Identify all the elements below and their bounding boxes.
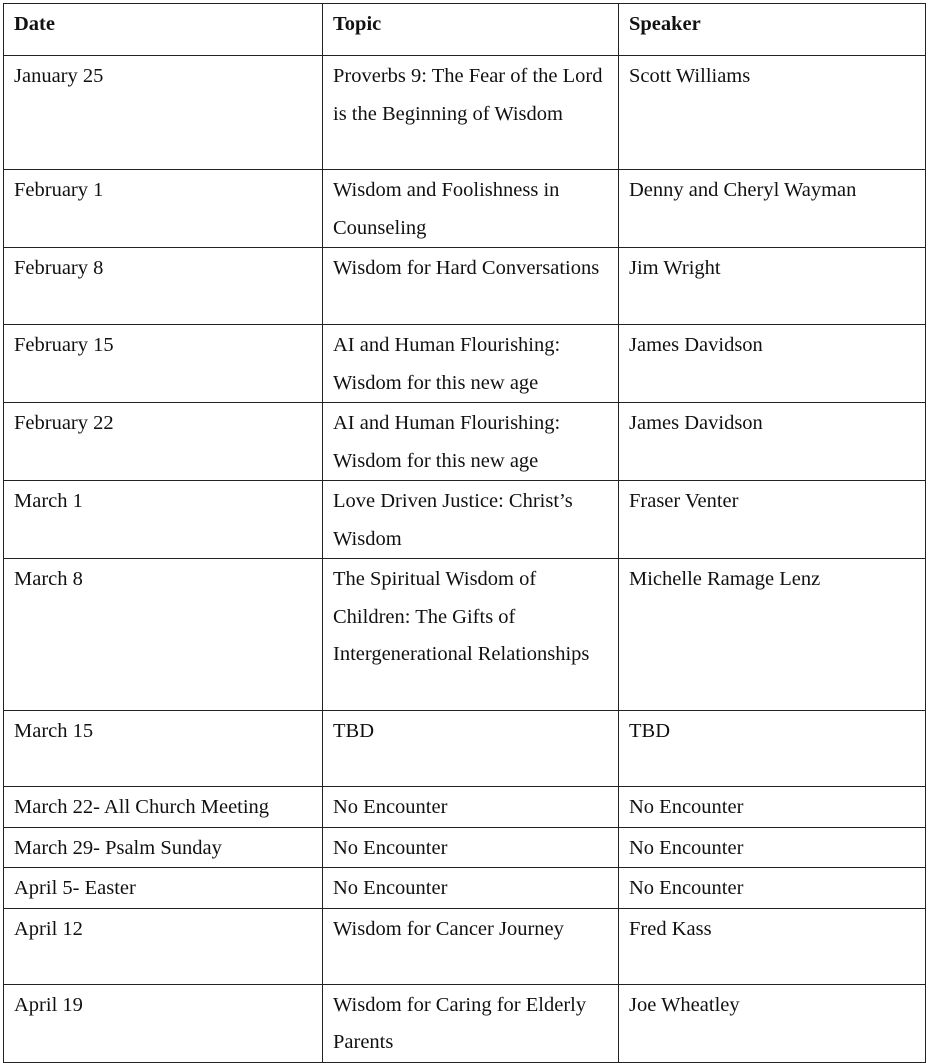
date-cell: February 15 — [4, 325, 323, 403]
table-row — [4, 787, 926, 828]
date-cell: February 1 — [4, 170, 323, 248]
speaker-cell: No Encounter — [619, 827, 926, 868]
date-cell: April 19 — [4, 984, 323, 1062]
table-row — [4, 908, 926, 984]
speaker-cell: Joe Wheatley — [619, 984, 926, 1062]
speaker-cell: James Davidson — [619, 325, 926, 403]
topic-cell: No Encounter — [323, 868, 619, 909]
date-cell: April 12 — [4, 908, 323, 984]
speaker-cell: TBD — [619, 711, 926, 787]
speaker-cell: No Encounter — [619, 868, 926, 909]
topic-cell: Wisdom for Cancer Journey — [323, 908, 619, 984]
header-date: Date — [4, 4, 323, 56]
date-cell: March 1 — [4, 481, 323, 559]
table-row — [4, 984, 926, 1062]
date-cell: February 22 — [4, 403, 323, 481]
topic-cell: No Encounter — [323, 827, 619, 868]
date-cell: March 8 — [4, 559, 323, 711]
topic-cell: Wisdom for Caring for Elderly Parents — [323, 984, 619, 1062]
topic-cell: Love Driven Justice: Christ’s Wisdom — [323, 481, 619, 559]
topic-cell: AI and Human Flourishing: Wisdom for this new age — [323, 403, 619, 481]
date-cell: January 25 — [4, 56, 323, 170]
topic-cell: Wisdom and Foolishness in Counseling — [323, 170, 619, 248]
table-row — [4, 711, 926, 787]
speaker-cell: James Davidson — [619, 403, 926, 481]
topic-cell: Proverbs 9: The Fear of the Lord is the Beginning of Wisdom — [323, 56, 619, 170]
table-row — [4, 827, 926, 868]
topic-cell: No Encounter — [323, 787, 619, 828]
speaker-cell: Denny and Cheryl Wayman — [619, 170, 926, 248]
topic-cell: Wisdom for Hard Conversations — [323, 248, 619, 325]
table-row — [4, 868, 926, 909]
schedule-table — [3, 3, 926, 1063]
table-row — [4, 403, 926, 481]
header-row — [4, 4, 926, 56]
date-cell: March 29- Psalm Sunday — [4, 827, 323, 868]
header-speaker: Speaker — [619, 4, 926, 56]
speaker-cell: Jim Wright — [619, 248, 926, 325]
topic-cell: TBD — [323, 711, 619, 787]
speaker-cell: Michelle Ramage Lenz — [619, 559, 926, 711]
table-row — [4, 559, 926, 711]
header-topic: Topic — [323, 4, 619, 56]
table-row — [4, 325, 926, 403]
table-row — [4, 248, 926, 325]
topic-cell: The Spiritual Wisdom of Children: The Gifts of Intergenerational Relationships — [323, 559, 619, 711]
date-cell: April 5- Easter — [4, 868, 323, 909]
date-cell: March 22- All Church Meeting — [4, 787, 323, 828]
speaker-cell: No Encounter — [619, 787, 926, 828]
date-cell: March 15 — [4, 711, 323, 787]
date-cell: February 8 — [4, 248, 323, 325]
table-row — [4, 481, 926, 559]
speaker-cell: Fraser Venter — [619, 481, 926, 559]
table-row — [4, 56, 926, 170]
speaker-cell: Fred Kass — [619, 908, 926, 984]
table-row — [4, 170, 926, 248]
speaker-cell: Scott Williams — [619, 56, 926, 170]
topic-cell: AI and Human Flourishing: Wisdom for this new age — [323, 325, 619, 403]
